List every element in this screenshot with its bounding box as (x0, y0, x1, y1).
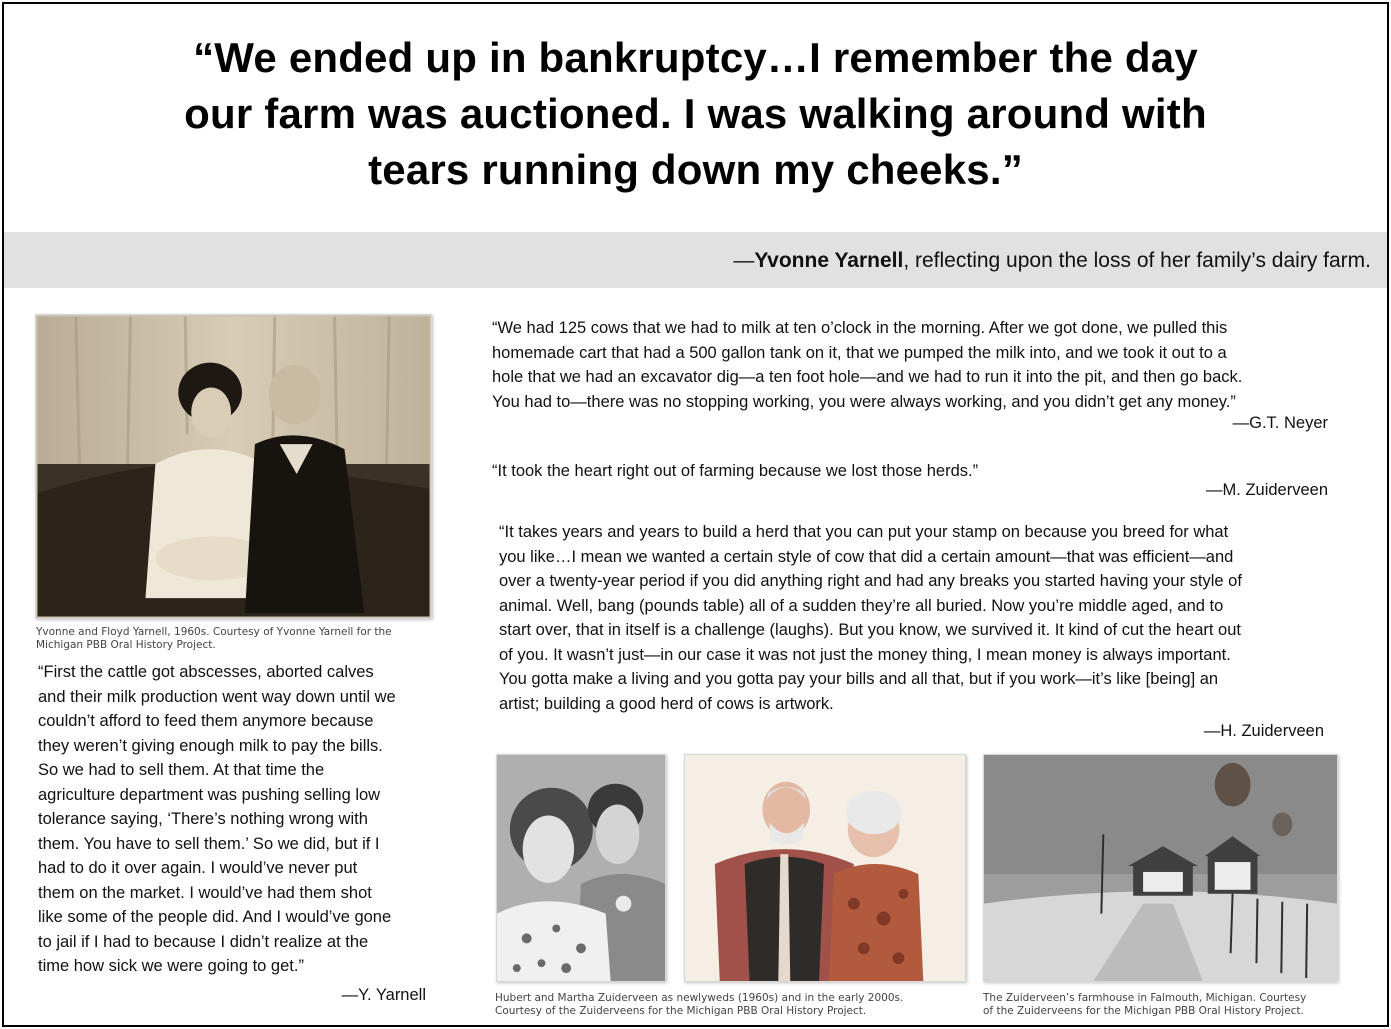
attribution-name: Yvonne Yarnell (754, 249, 904, 272)
yarnell-couple-photo (35, 314, 432, 619)
caption-line: Hubert and Martha Zuiderveen as newlyweds (1960s) and in the early 2000s. (495, 992, 904, 1004)
quote-line: start over, that in itself is a challenge (laughs). But you know, we survived it. It kind of cut the heart out (499, 621, 1241, 639)
quote-line: couldn’t afford to feed them anymore because (38, 712, 374, 730)
headline-attribution (733, 249, 1371, 273)
quote-h-zuiderveen (499, 520, 1349, 716)
quote-line: of you. It wasn’t just—in our case it was not just the money thing, I mean money is always important. (499, 645, 1231, 664)
headline-line: “We ended up in bankruptcy…I remember the day (193, 34, 1198, 81)
caption-line: The Zuiderveen’s farmhouse in Falmouth, Michigan. Courtesy (983, 992, 1307, 1004)
quote-line: “It took the heart right out of farming because we lost those herds.” (492, 462, 979, 480)
farmhouse-photo-caption (983, 992, 1343, 1018)
caption-line: Courtesy of the Zuiderveens for the Michigan PBB Oral History Project. (495, 1005, 867, 1017)
quote-line: animal. Well, bang (pounds table) all of a sudden they’re all buried. Now you’re middle aged, and to (499, 596, 1224, 615)
caption-line: of the Zuiderveens for the Michigan PBB Oral History Project. (983, 1005, 1304, 1017)
quote-line: “It takes years and years to build a herd that you can put your stamp on because you breed for what (499, 523, 1229, 541)
quote-line: “First the cattle got abscesses, aborted calves (38, 663, 374, 681)
quote-y-yarnell (38, 660, 438, 979)
signature-y-yarnell: —Y. Yarnell (341, 986, 426, 1004)
headline-quote (64, 30, 1327, 198)
quote-line: homemade cart that had a 500 gallon tank on it, that we pumped the milk into, and we took it out to a (492, 343, 1227, 362)
quote-line: you like…I mean we wanted a certain style of cow that did a certain amount—that was efficient—and (499, 547, 1234, 566)
signature-m-zuiderveen: —M. Zuiderveen (1206, 481, 1328, 499)
zuiderveen-farmhouse-photo (983, 754, 1338, 982)
exhibit-panel (2, 2, 1389, 1027)
quote-line: had to do it over again. I would’ve never put (38, 859, 358, 877)
quote-line: to jail if I had to because I didn’t realize at the (38, 932, 369, 951)
caption-line: Michigan PBB Oral History Project. (36, 639, 216, 651)
quote-line: they weren’t giving enough milk to pay the bills. (38, 736, 383, 755)
quote-line: artist; building a good herd of cows is artwork. (499, 694, 834, 713)
quote-line: You had to—there was no stopping working, you were always working, and you didn’t get any money.” (492, 392, 1236, 411)
quote-line: over a twenty-year period if you did anything right and had any breaks you started having your style of (499, 572, 1242, 590)
yarnell-photo-caption (36, 626, 436, 652)
zuiderveen-photos-caption (495, 992, 965, 1018)
quote-line: “We had 125 cows that we had to milk at ten o’clock in the morning. After we got done, we pulled this (492, 319, 1228, 337)
quote-line: You gotta make a living and you gotta pay your bills and all that, but if you work—it’s like [being] an (499, 670, 1219, 688)
zuiderveen-couple-2000s-photo (684, 754, 966, 982)
quote-line: them. You have to sell them.’ So we did, but if I (38, 834, 380, 853)
quote-m-zuiderveen (492, 459, 1342, 484)
quote-line: like some of the people did. And I would’ve gone (38, 908, 392, 926)
quote-line: So we had to sell them. At that time the (38, 761, 325, 779)
attribution-text: , reflecting upon the loss of her family’s dairy farm. (903, 249, 1371, 272)
caption-line: Yvonne and Floyd Yarnell, 1960s. Courtesy of Yvonne Yarnell for the (36, 626, 392, 638)
attribution-band (4, 232, 1387, 288)
quote-neyer (492, 316, 1342, 414)
quote-line: tolerance saying, ‘There’s nothing wrong with (38, 810, 368, 828)
attribution-dash: — (733, 249, 755, 272)
quote-line: time how sick we were going to get.” (38, 957, 304, 975)
signature-neyer: —G.T. Neyer (1232, 414, 1328, 432)
zuiderveen-newlyweds-photo (496, 754, 666, 982)
headline-line: our farm was auctioned. I was walking around with (184, 90, 1207, 137)
signature-h-zuiderveen: —H. Zuiderveen (1203, 722, 1324, 740)
headline-line: tears running down my cheeks.” (368, 146, 1023, 193)
quote-line: hole that we had an excavator dig—a ten foot hole—and we had to run it into the pit, and then go back. (492, 368, 1243, 386)
quote-line: agriculture department was pushing selling low (38, 785, 381, 804)
quote-line: them on the market. I would’ve had them shot (38, 883, 372, 902)
quote-line: and their milk production went way down until we (38, 687, 396, 706)
